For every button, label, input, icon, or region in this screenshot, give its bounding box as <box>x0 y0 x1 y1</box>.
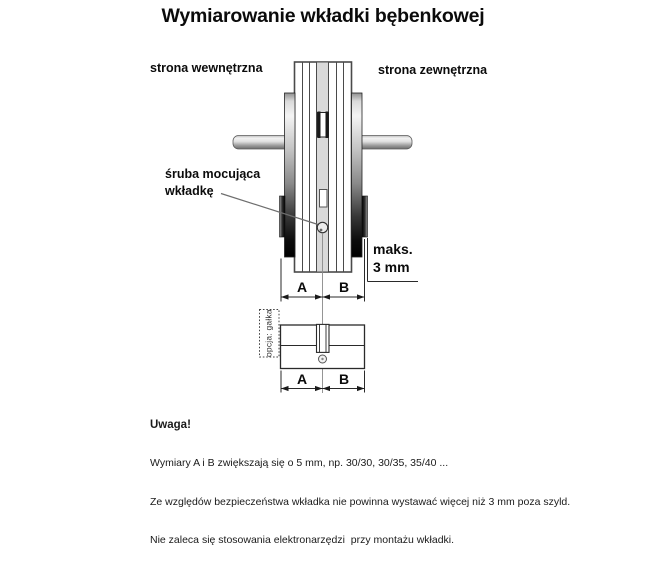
dim-arrow <box>281 294 289 299</box>
max-protrusion-line2: 3 mm <box>373 258 410 275</box>
dim-arrow <box>357 294 365 299</box>
dim-label-b-main: B <box>338 279 350 295</box>
cylinder-cam-notch <box>317 324 330 352</box>
outer-side-label: strona zewnętrzna <box>378 63 488 77</box>
cylinder-screw-dot <box>321 358 323 360</box>
note-line: Wymiary A i B zwiększają się o 5 mm, np. 30/30, 30/35, 35/40 ... <box>150 457 449 470</box>
cylinder-end-inner <box>280 196 286 237</box>
knob-option-label: opcja: gałka <box>263 309 274 357</box>
max-protrusion-line1: maks. <box>373 241 413 257</box>
dim-arrow <box>315 386 323 391</box>
dim-arrow <box>357 386 365 391</box>
escutcheon-plate-inner <box>285 93 296 257</box>
dim-arrow <box>281 386 289 391</box>
spindle-rod-left <box>233 136 291 150</box>
fixing-screw-dot <box>320 229 323 232</box>
cylinder-end-outer <box>362 196 368 237</box>
dim-label-b-small: B <box>338 371 350 387</box>
spindle-rod-right <box>355 136 412 150</box>
notes-block <box>150 392 570 572</box>
notes-heading: Uwaga! <box>150 418 191 431</box>
dim-label-a-small: A <box>296 371 308 387</box>
page-title: Wymiarowanie wkładki bębenkowej <box>161 5 485 27</box>
inner-side-label: strona wewnętrzna <box>150 61 263 75</box>
note-line: Nie zaleca się stosowania elektronarzędzi przy montażu wkładki. <box>150 533 455 546</box>
dim-arrow <box>315 294 323 299</box>
escutcheon-plate-outer <box>352 93 363 257</box>
dim-arrow <box>323 294 331 299</box>
note-line: Ze względów bezpieczeństwa wkładka nie powinna wystawać więcej niż 3 mm poza szyld. <box>150 495 571 508</box>
lock-follower-bar <box>326 112 329 139</box>
max-protrusion-label <box>373 241 413 276</box>
lock-follower-bar <box>318 112 321 139</box>
dim-arrow <box>323 386 331 391</box>
lock-case-slot <box>320 190 328 208</box>
fixing-screw-label-line1: śruba mocująca <box>165 167 261 181</box>
fixing-screw-label-line2: wkładkę <box>165 183 214 198</box>
fixing-screw-label <box>165 166 260 199</box>
dim-label-a-main: A <box>296 279 308 295</box>
fixing-screw <box>317 222 327 232</box>
